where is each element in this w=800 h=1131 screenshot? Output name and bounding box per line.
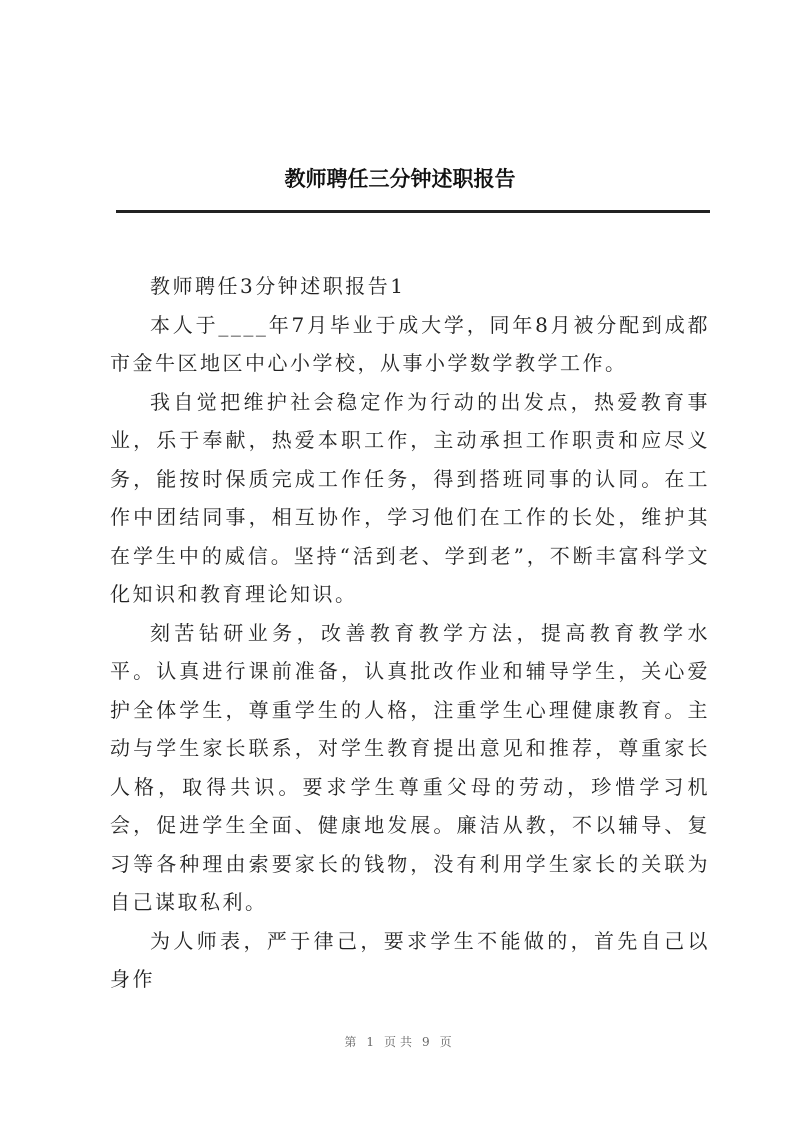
paragraph: 本人于____年7月毕业于成大学，同年8月被分配到成都市金牛区地区中心小学校，从事小学数学教学工作。 [110, 312, 710, 375]
total-pages-number: 9 [422, 1035, 434, 1049]
page-footer [0, 1033, 800, 1050]
document-body [110, 267, 710, 999]
footer-suffix: 页 [439, 1035, 456, 1049]
paragraph: 我自觉把维护社会稳定作为行动的出发点，热爱教育事业，乐于奉献，热爱本职工作，主动承担工作职责和应尽义务，能按时保质完成工作任务，得到搭班同事的认同。在工作中团结同事，相互协作，学习他们在工作的长处，维护其在学生中的威信。坚持“活到老、学到老”，不断丰富科学文化知识和教育理论知识。 [110, 389, 710, 606]
footer-prefix: 第 [344, 1035, 361, 1049]
paragraph: 为人师表，严于律己，要求学生不能做的，首先自己以身作 [110, 928, 710, 991]
title-divider [116, 210, 710, 213]
document-title: 教师聘任三分钟述职报告 [284, 167, 516, 191]
footer-middle: 页共 [383, 1035, 416, 1049]
paragraph-heading: 教师聘任3分钟述职报告1 [150, 274, 406, 298]
current-page-number: 1 [366, 1035, 378, 1049]
paragraph: 刻苦钻研业务，改善教育教学方法，提高教育教学水平。认真进行课前准备，认真批改作业和辅导学生，关心爱护全体学生，尊重学生的人格，注重学生心理健康教育。主动与学生家长联系，对学生教育提出意见和推荐，尊重家长人格，取得共识。要求学生尊重父母的劳动，珍惜学习机会，促进学生全面、健康地发展。廉洁从教，不以辅导、复习等各种理由索要家长的钱物，没有利用学生家长的关联为自己谋取私利。 [110, 620, 710, 914]
